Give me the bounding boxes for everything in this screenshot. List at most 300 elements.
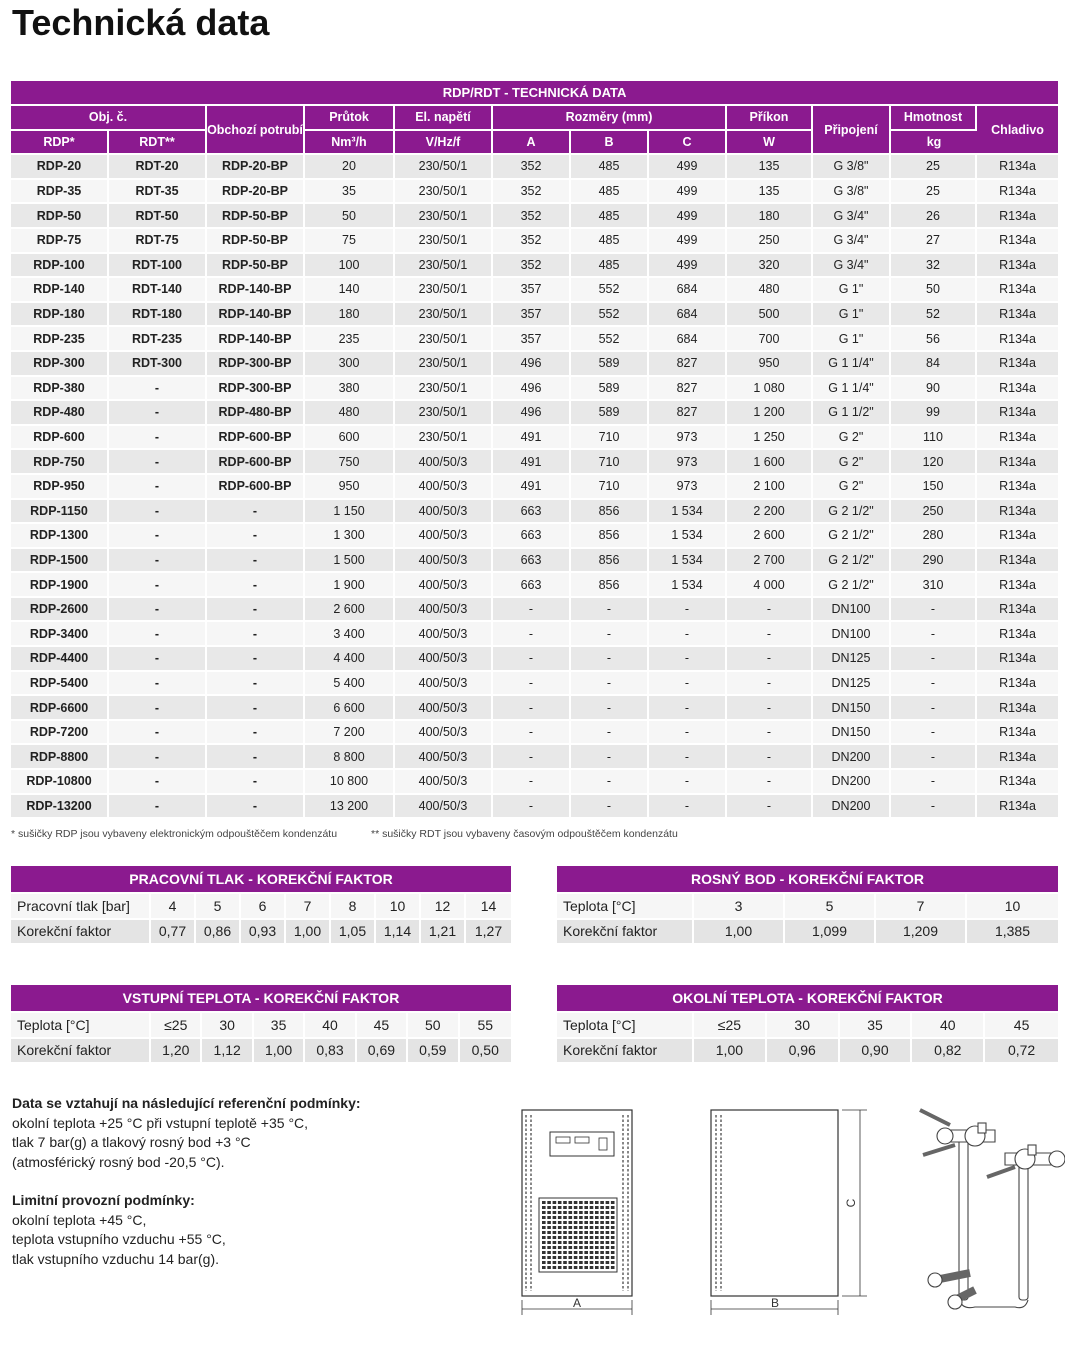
cell-dim-a: - xyxy=(493,647,571,672)
cell-voltage: 230/50/1 xyxy=(395,180,493,205)
cell-dim-b: 485 xyxy=(571,155,649,180)
cell-model-rdp: RDP-8800 xyxy=(11,745,109,770)
temperature-value: 45 xyxy=(357,1013,408,1039)
cell-bypass-pipe: - xyxy=(207,500,305,525)
cell-flow: 5 400 xyxy=(305,672,395,697)
cell-model-rdt: - xyxy=(109,770,207,795)
cell-bypass-pipe: - xyxy=(207,549,305,574)
cell-model-rdt: - xyxy=(109,696,207,721)
factor-value: 0,59 xyxy=(408,1039,459,1065)
cell-weight: 50 xyxy=(891,278,977,303)
cell-dim-b: 589 xyxy=(571,352,649,377)
cell-model-rdt: - xyxy=(109,500,207,525)
cell-model-rdt: - xyxy=(109,475,207,500)
cell-weight: - xyxy=(891,598,977,623)
cell-dim-c: 827 xyxy=(649,401,727,426)
cell-flow: 13 200 xyxy=(305,795,395,820)
cell-bypass-pipe: - xyxy=(207,672,305,697)
header-prutok: Průtok xyxy=(305,106,395,131)
cell-power: - xyxy=(727,721,813,746)
cell-dim-c: 684 xyxy=(649,278,727,303)
cell-power: - xyxy=(727,598,813,623)
cell-power: 250 xyxy=(727,229,813,254)
factor-value: 0,77 xyxy=(151,920,196,946)
factor-value: 1,209 xyxy=(876,920,967,946)
inlet-factor-row xyxy=(11,1039,511,1065)
cell-dim-b: 485 xyxy=(571,254,649,279)
cell-model-rdt: - xyxy=(109,573,207,598)
cell-dim-a: 357 xyxy=(493,303,571,328)
cell-voltage: 230/50/1 xyxy=(395,401,493,426)
cell-dim-b: 485 xyxy=(571,204,649,229)
cell-model-rdp: RDP-2600 xyxy=(11,598,109,623)
ambient-temperature-correction-table xyxy=(557,985,1058,1064)
cell-refrigerant: R134a xyxy=(977,377,1058,402)
cell-weight: 250 xyxy=(891,500,977,525)
reference-line: tlak 7 bar(g) a tlakový rosný bod +3 °C xyxy=(12,1134,251,1150)
cell-dim-c: 1 534 xyxy=(649,500,727,525)
cell-connection: G 3/4" xyxy=(813,254,891,279)
cell-refrigerant: R134a xyxy=(977,401,1058,426)
cell-flow: 300 xyxy=(305,352,395,377)
cell-dim-a: 496 xyxy=(493,401,571,426)
cell-dim-a: 491 xyxy=(493,426,571,451)
cell-bypass-pipe: - xyxy=(207,770,305,795)
cell-dim-c: 499 xyxy=(649,204,727,229)
cell-connection: DN125 xyxy=(813,672,891,697)
cell-model-rdp: RDP-10800 xyxy=(11,770,109,795)
cell-model-rdt: - xyxy=(109,450,207,475)
cell-dim-c: - xyxy=(649,647,727,672)
header-hmotnost-unit: kg xyxy=(891,131,977,156)
pressure-value: 4 xyxy=(151,894,196,920)
cell-dim-a: 357 xyxy=(493,327,571,352)
reference-line: (atmosférický rosný bod -20,5 °C). xyxy=(12,1153,225,1170)
cell-refrigerant: R134a xyxy=(977,795,1058,820)
factor-value: 1,00 xyxy=(254,1039,305,1065)
limit-line: okolní teplota +45 °C, xyxy=(12,1211,147,1228)
cell-refrigerant: R134a xyxy=(977,622,1058,647)
cell-dim-c: 684 xyxy=(649,303,727,328)
cell-model-rdt: - xyxy=(109,647,207,672)
header-prikon: Příkon xyxy=(727,106,813,131)
cell-bypass-pipe: RDP-600-BP xyxy=(207,426,305,451)
cell-dim-a: 496 xyxy=(493,377,571,402)
cell-model-rdp: RDP-50 xyxy=(11,204,109,229)
cell-model-rdt: - xyxy=(109,672,207,697)
cell-flow: 7 200 xyxy=(305,721,395,746)
cell-voltage: 400/50/3 xyxy=(395,450,493,475)
table-row xyxy=(11,229,1058,254)
cell-model-rdp: RDP-13200 xyxy=(11,795,109,820)
cell-voltage: 400/50/3 xyxy=(395,647,493,672)
cell-model-rdt: - xyxy=(109,622,207,647)
cell-bypass-pipe: - xyxy=(207,721,305,746)
cell-voltage: 400/50/3 xyxy=(395,549,493,574)
dewpoint-table-title: ROSNÝ BOD - KOREKČNÍ FAKTOR xyxy=(557,866,1058,892)
cell-power: - xyxy=(727,622,813,647)
cell-bypass-pipe: RDP-140-BP xyxy=(207,303,305,328)
cell-dim-c: 499 xyxy=(649,254,727,279)
cell-dim-a: - xyxy=(493,770,571,795)
temperature-value: 40 xyxy=(912,1013,985,1039)
cell-weight: - xyxy=(891,696,977,721)
cell-refrigerant: R134a xyxy=(977,696,1058,721)
cell-voltage: 400/50/3 xyxy=(395,795,493,820)
cell-weight: 280 xyxy=(891,524,977,549)
cell-bypass-pipe: RDP-20-BP xyxy=(207,155,305,180)
cell-connection: G 3/8" xyxy=(813,180,891,205)
technical-data-table xyxy=(11,81,1058,819)
table-row xyxy=(11,426,1058,451)
cell-flow: 6 600 xyxy=(305,696,395,721)
header-hmotnost: Hmotnost xyxy=(891,106,977,131)
cell-connection: G 1 1/2" xyxy=(813,401,891,426)
cell-dim-a: 496 xyxy=(493,352,571,377)
cell-model-rdt: RDT-20 xyxy=(109,155,207,180)
cell-bypass-pipe: - xyxy=(207,524,305,549)
cell-model-rdp: RDP-180 xyxy=(11,303,109,328)
cell-model-rdp: RDP-600 xyxy=(11,426,109,451)
cell-voltage: 230/50/1 xyxy=(395,155,493,180)
factor-value: 1,21 xyxy=(421,920,466,946)
cell-voltage: 400/50/3 xyxy=(395,475,493,500)
cell-dim-a: 663 xyxy=(493,549,571,574)
dewpoint-factor-row xyxy=(557,920,1058,946)
pressure-value: 7 xyxy=(286,894,331,920)
cell-weight: - xyxy=(891,795,977,820)
table-row xyxy=(11,721,1058,746)
cell-weight: - xyxy=(891,745,977,770)
factor-value: 0,69 xyxy=(357,1039,408,1065)
cell-dim-b: 710 xyxy=(571,475,649,500)
cell-dim-b: 710 xyxy=(571,426,649,451)
cell-power: - xyxy=(727,745,813,770)
cell-connection: DN150 xyxy=(813,721,891,746)
cell-dim-a: 663 xyxy=(493,524,571,549)
factor-value: 0,72 xyxy=(985,1039,1058,1065)
cell-dim-c: - xyxy=(649,696,727,721)
table-row xyxy=(11,327,1058,352)
cell-connection: G 2 1/2" xyxy=(813,524,891,549)
cell-bypass-pipe: RDP-140-BP xyxy=(207,327,305,352)
temperature-value: 35 xyxy=(254,1013,305,1039)
temperature-value: 45 xyxy=(985,1013,1058,1039)
cell-refrigerant: R134a xyxy=(977,254,1058,279)
cell-voltage: 230/50/1 xyxy=(395,327,493,352)
cell-model-rdt: RDT-235 xyxy=(109,327,207,352)
cell-dim-b: 485 xyxy=(571,180,649,205)
factor-value: 1,27 xyxy=(466,920,511,946)
cell-dim-b: - xyxy=(571,672,649,697)
cell-flow: 950 xyxy=(305,475,395,500)
cell-dim-c: - xyxy=(649,795,727,820)
cell-model-rdp: RDP-20 xyxy=(11,155,109,180)
dewpoint-row xyxy=(557,894,1058,920)
cell-model-rdt: - xyxy=(109,549,207,574)
cell-weight: 56 xyxy=(891,327,977,352)
cell-power: 2 100 xyxy=(727,475,813,500)
cell-flow: 75 xyxy=(305,229,395,254)
cell-model-rdp: RDP-35 xyxy=(11,180,109,205)
cell-dim-a: - xyxy=(493,795,571,820)
cell-power: 1 080 xyxy=(727,377,813,402)
cell-voltage: 400/50/3 xyxy=(395,672,493,697)
dewpoint-row-label: Teplota [°C] xyxy=(557,894,694,920)
cell-power: 500 xyxy=(727,303,813,328)
cell-power: 1 200 xyxy=(727,401,813,426)
pressure-correction-table xyxy=(11,866,511,945)
table-row xyxy=(11,450,1058,475)
cell-bypass-pipe: - xyxy=(207,598,305,623)
cell-refrigerant: R134a xyxy=(977,549,1058,574)
cell-dim-b: 552 xyxy=(571,278,649,303)
cell-weight: 84 xyxy=(891,352,977,377)
side-view-drawing xyxy=(705,1105,875,1320)
cell-model-rdp: RDP-380 xyxy=(11,377,109,402)
cell-model-rdt: RDT-140 xyxy=(109,278,207,303)
cell-voltage: 400/50/3 xyxy=(395,696,493,721)
pressure-value: 10 xyxy=(376,894,421,920)
cell-dim-c: 973 xyxy=(649,450,727,475)
table-row xyxy=(11,549,1058,574)
cell-model-rdp: RDP-1900 xyxy=(11,573,109,598)
table-row xyxy=(11,278,1058,303)
cell-model-rdt: - xyxy=(109,721,207,746)
factor-value: 1,14 xyxy=(376,920,421,946)
cell-dim-b: 856 xyxy=(571,500,649,525)
header-rdt: RDT** xyxy=(109,131,207,156)
dimension-c-label: C xyxy=(844,1198,858,1208)
table-row xyxy=(11,745,1058,770)
header-napeti-unit: V/Hz/f xyxy=(395,131,493,156)
cell-power: 135 xyxy=(727,155,813,180)
cell-flow: 50 xyxy=(305,204,395,229)
table-row xyxy=(11,647,1058,672)
cell-voltage: 400/50/3 xyxy=(395,573,493,598)
ambient-factor-label: Korekční faktor xyxy=(557,1039,694,1065)
cell-flow: 380 xyxy=(305,377,395,402)
cell-bypass-pipe: RDP-50-BP xyxy=(207,229,305,254)
cell-dim-b: 589 xyxy=(571,377,649,402)
pressure-value: 8 xyxy=(331,894,376,920)
cell-dim-c: - xyxy=(649,672,727,697)
cell-weight: 26 xyxy=(891,204,977,229)
cell-connection: DN125 xyxy=(813,647,891,672)
table-row xyxy=(11,180,1058,205)
cell-refrigerant: R134a xyxy=(977,155,1058,180)
cell-weight: - xyxy=(891,770,977,795)
cell-dim-a: 663 xyxy=(493,573,571,598)
cell-weight: - xyxy=(891,647,977,672)
factor-value: 1,00 xyxy=(694,1039,767,1065)
cell-model-rdp: RDP-1300 xyxy=(11,524,109,549)
cell-flow: 3 400 xyxy=(305,622,395,647)
bypass-piping-drawing xyxy=(915,1105,1065,1320)
dewpoint-factor-label: Korekční faktor xyxy=(557,920,694,946)
cell-weight: 150 xyxy=(891,475,977,500)
cell-power: 180 xyxy=(727,204,813,229)
cell-flow: 750 xyxy=(305,450,395,475)
cell-refrigerant: R134a xyxy=(977,770,1058,795)
table-row xyxy=(11,770,1058,795)
cell-bypass-pipe: RDP-600-BP xyxy=(207,450,305,475)
cell-power: 1 600 xyxy=(727,450,813,475)
cell-bypass-pipe: - xyxy=(207,647,305,672)
cell-power: - xyxy=(727,647,813,672)
footnotes xyxy=(11,828,1058,840)
cell-dim-a: 352 xyxy=(493,204,571,229)
header-dim-b: B xyxy=(571,131,649,156)
cell-connection: DN200 xyxy=(813,770,891,795)
cell-weight: - xyxy=(891,721,977,746)
cell-voltage: 400/50/3 xyxy=(395,524,493,549)
cell-bypass-pipe: - xyxy=(207,745,305,770)
footnote-rdt: ** sušičky RDT jsou vybaveny časovým odpouštěčem kondenzátu xyxy=(371,828,678,840)
temperature-value: 55 xyxy=(460,1013,512,1039)
ambient-factor-row xyxy=(557,1039,1058,1065)
cell-voltage: 230/50/1 xyxy=(395,278,493,303)
header-rdp: RDP* xyxy=(11,131,109,156)
cell-voltage: 230/50/1 xyxy=(395,377,493,402)
factor-value: 1,20 xyxy=(151,1039,202,1065)
cell-dim-a: - xyxy=(493,745,571,770)
cell-model-rdp: RDP-3400 xyxy=(11,622,109,647)
cell-voltage: 230/50/1 xyxy=(395,303,493,328)
cell-dim-b: - xyxy=(571,721,649,746)
header-rozmery: Rozměry (mm) xyxy=(493,106,727,131)
cell-voltage: 400/50/3 xyxy=(395,745,493,770)
cell-dim-c: - xyxy=(649,770,727,795)
cell-dim-b: 856 xyxy=(571,549,649,574)
temperature-value: 35 xyxy=(840,1013,913,1039)
dewpoint-correction-table xyxy=(557,866,1058,945)
cell-weight: 25 xyxy=(891,155,977,180)
table-row xyxy=(11,377,1058,402)
cell-connection: G 3/8" xyxy=(813,155,891,180)
reference-line: okolní teplota +25 °C při vstupní teplotě +35 °C, xyxy=(12,1114,309,1131)
cell-power: - xyxy=(727,770,813,795)
cell-model-rdt: - xyxy=(109,401,207,426)
cell-dim-c: 499 xyxy=(649,155,727,180)
cell-model-rdt: - xyxy=(109,377,207,402)
cell-dim-c: 973 xyxy=(649,475,727,500)
cell-bypass-pipe: - xyxy=(207,795,305,820)
cell-power: 320 xyxy=(727,254,813,279)
cell-bypass-pipe: RDP-140-BP xyxy=(207,278,305,303)
cell-connection: G 1 1/4" xyxy=(813,377,891,402)
cell-dim-b: 856 xyxy=(571,573,649,598)
inlet-factor-label: Korekční faktor xyxy=(11,1039,151,1065)
table-row xyxy=(11,475,1058,500)
factor-value: 1,385 xyxy=(967,920,1058,946)
cell-bypass-pipe: - xyxy=(207,622,305,647)
cell-dim-a: 352 xyxy=(493,155,571,180)
factor-value: 0,82 xyxy=(912,1039,985,1065)
header-obj: Obj. č. xyxy=(11,106,207,131)
temperature-value: 30 xyxy=(767,1013,840,1039)
cell-connection: DN200 xyxy=(813,745,891,770)
cell-bypass-pipe: - xyxy=(207,696,305,721)
cell-flow: 1 500 xyxy=(305,549,395,574)
cell-flow: 4 400 xyxy=(305,647,395,672)
cell-connection: G 2 1/2" xyxy=(813,500,891,525)
cell-voltage: 230/50/1 xyxy=(395,352,493,377)
pressure-table-title: PRACOVNÍ TLAK - KOREKČNÍ FAKTOR xyxy=(11,866,511,892)
cell-dim-b: - xyxy=(571,696,649,721)
cell-voltage: 230/50/1 xyxy=(395,204,493,229)
cell-model-rdp: RDP-4400 xyxy=(11,647,109,672)
cell-flow: 1 300 xyxy=(305,524,395,549)
reference-heading: Data se vztahují na následující referenční podmínky: xyxy=(12,1095,361,1111)
cell-bypass-pipe: RDP-480-BP xyxy=(207,401,305,426)
cell-voltage: 400/50/3 xyxy=(395,622,493,647)
cell-dim-b: - xyxy=(571,598,649,623)
pressure-value: 14 xyxy=(466,894,511,920)
cell-power: 2 200 xyxy=(727,500,813,525)
cell-refrigerant: R134a xyxy=(977,573,1058,598)
cell-power: 4 000 xyxy=(727,573,813,598)
cell-dim-a: 352 xyxy=(493,180,571,205)
cell-flow: 8 800 xyxy=(305,745,395,770)
cell-dim-b: - xyxy=(571,770,649,795)
temperature-value: 50 xyxy=(408,1013,459,1039)
cell-model-rdt: RDT-300 xyxy=(109,352,207,377)
cell-connection: G 2 1/2" xyxy=(813,549,891,574)
cell-bypass-pipe: RDP-600-BP xyxy=(207,475,305,500)
cell-weight: 27 xyxy=(891,229,977,254)
cell-model-rdt: - xyxy=(109,426,207,451)
cell-voltage: 230/50/1 xyxy=(395,426,493,451)
cell-dim-a: - xyxy=(493,672,571,697)
cell-bypass-pipe: RDP-50-BP xyxy=(207,204,305,229)
dimension-b-label: B xyxy=(770,1296,780,1310)
cell-dim-a: 357 xyxy=(493,278,571,303)
ambient-table-title: OKOLNÍ TEPLOTA - KOREKČNÍ FAKTOR xyxy=(557,985,1058,1011)
cell-refrigerant: R134a xyxy=(977,745,1058,770)
cell-weight: 99 xyxy=(891,401,977,426)
cell-flow: 100 xyxy=(305,254,395,279)
header-napeti: El. napětí xyxy=(395,106,493,131)
cell-connection: DN200 xyxy=(813,795,891,820)
cell-flow: 1 150 xyxy=(305,500,395,525)
cell-refrigerant: R134a xyxy=(977,500,1058,525)
cell-dim-c: 973 xyxy=(649,426,727,451)
cell-weight: - xyxy=(891,622,977,647)
cell-connection: DN100 xyxy=(813,598,891,623)
temperature-value: 30 xyxy=(202,1013,253,1039)
cell-dim-b: - xyxy=(571,647,649,672)
cell-voltage: 400/50/3 xyxy=(395,500,493,525)
pressure-factor-label: Korekční faktor xyxy=(11,920,151,946)
header-pripojeni: Připojení xyxy=(813,106,891,155)
cell-refrigerant: R134a xyxy=(977,647,1058,672)
cell-connection: G 1" xyxy=(813,327,891,352)
factor-value: 1,00 xyxy=(286,920,331,946)
header-prikon-unit: W xyxy=(727,131,813,156)
footnote-rdp: * sušičky RDP jsou vybaveny elektronickým odpouštěčem kondenzátu xyxy=(11,828,338,840)
cell-refrigerant: R134a xyxy=(977,229,1058,254)
cell-dim-b: - xyxy=(571,622,649,647)
factor-value: 0,83 xyxy=(305,1039,356,1065)
cell-connection: G 2" xyxy=(813,475,891,500)
page-title: Technická data xyxy=(12,2,270,43)
temperature-value: 3 xyxy=(694,894,785,920)
cell-dim-c: 499 xyxy=(649,229,727,254)
ambient-row xyxy=(557,1013,1058,1039)
cell-dim-c: 1 534 xyxy=(649,524,727,549)
cell-dim-a: - xyxy=(493,696,571,721)
